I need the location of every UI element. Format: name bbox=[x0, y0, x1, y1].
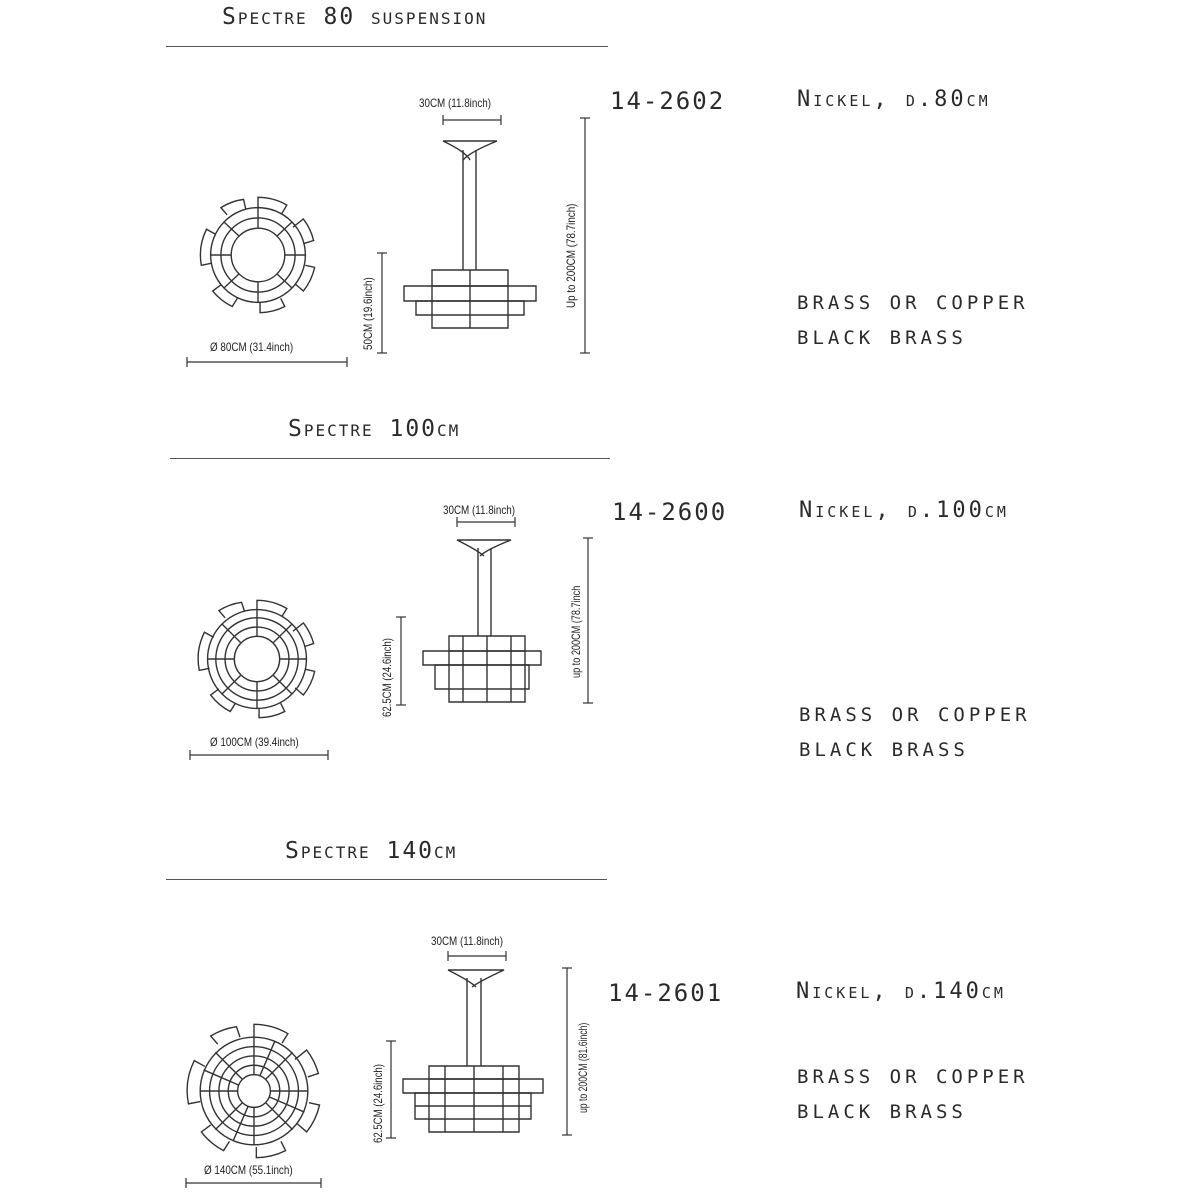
section-3-top-view bbox=[187, 1024, 319, 1157]
section-1-height-dimension: 50CM (19.6inch) bbox=[361, 277, 375, 350]
section-2-canopy-dimension: 30CM (11.8inch) bbox=[443, 503, 516, 517]
section-2-drop-dimension: up to 200CM (78.7inch bbox=[569, 585, 583, 678]
section-2-option-2: BLACK BRASS bbox=[799, 739, 969, 761]
section-3-option-2: BLACK BRASS bbox=[797, 1101, 967, 1123]
section-3-option-1: BRASS OR COPPER bbox=[797, 1066, 1029, 1088]
section-2-title: Spectre 100cm bbox=[288, 416, 461, 442]
section-3-side-view bbox=[403, 970, 543, 1132]
section-1-diameter-dimension: Ø 80CM (31.4inch) bbox=[210, 340, 294, 354]
section-3-diameter-dimension: Ø 140CM (55.1inch) bbox=[204, 1163, 293, 1177]
section-1-title: Spectre 80 suspension bbox=[222, 4, 488, 30]
section-1-canopy-dimension: 30CM (11.8inch) bbox=[419, 96, 492, 110]
section-2-product-code: 14-2600 bbox=[612, 498, 728, 526]
section-3-drop-dimension: up to 200CM (81.6inch) bbox=[576, 1022, 590, 1113]
section-1-drop-dimension: Up to 200CM (78.7inch) bbox=[564, 203, 578, 308]
section-3-product-code: 14-2601 bbox=[608, 979, 724, 1007]
section-3-title: Spectre 140cm bbox=[285, 838, 458, 864]
section-2-option-1: BRASS OR COPPER bbox=[799, 704, 1031, 726]
section-1-product-code: 14-2602 bbox=[610, 87, 726, 115]
section-1-finish-spec: Nickel, d.80cm bbox=[797, 87, 991, 112]
section-3-canopy-dimension: 30CM (11.8inch) bbox=[431, 934, 504, 948]
section-3-dimension-lines bbox=[186, 951, 572, 1188]
section-1-option-1: BRASS OR COPPER bbox=[797, 292, 1029, 314]
section-2-height-dimension: 62.5CM (24.6inch) bbox=[380, 638, 394, 717]
section-1-option-2: BLACK BRASS bbox=[797, 327, 967, 349]
section-3-height-dimension: 62.5CM (24.6inch) bbox=[371, 1064, 385, 1143]
section-2-finish-spec: Nickel, d.100cm bbox=[799, 498, 1009, 523]
section-3-finish-spec: Nickel, d.140cm bbox=[796, 979, 1006, 1004]
section-2-diameter-dimension: Ø 100CM (39.4inch) bbox=[210, 735, 299, 749]
